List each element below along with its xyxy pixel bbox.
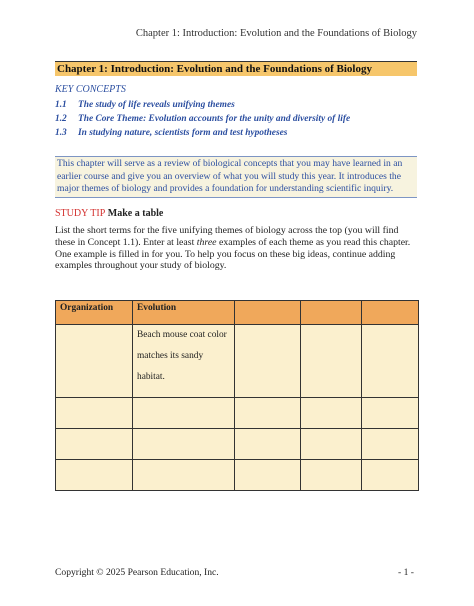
table-cell[interactable] <box>301 429 362 460</box>
column-header-organization: Organization <box>56 301 133 325</box>
table-cell[interactable] <box>56 398 133 429</box>
table-cell[interactable] <box>235 429 301 460</box>
table-cell[interactable] <box>56 325 133 398</box>
table-cell[interactable] <box>362 429 419 460</box>
concept-text: In studying nature, scientists form and test hypotheses <box>78 128 288 138</box>
table-cell[interactable] <box>235 460 301 491</box>
page-number: - 1 - <box>398 567 414 578</box>
table-cell[interactable] <box>362 460 419 491</box>
study-tip-emphasis: three <box>196 236 217 248</box>
table-cell[interactable] <box>133 429 235 460</box>
table-cell[interactable] <box>362 325 419 398</box>
study-tip-body <box>55 225 420 272</box>
concept-number: 1.3 <box>55 128 67 138</box>
table-cell[interactable] <box>235 398 301 429</box>
table-cell[interactable] <box>362 398 419 429</box>
column-header-blank <box>235 301 301 325</box>
concept-text: The Core Theme: Evolution accounts for the unity and diversity of life <box>78 114 351 124</box>
study-tip-label: STUDY TIP <box>55 208 106 219</box>
study-tip-text: List the short terms for the five unifying themes of biology across the top (you will find these in Concept 1.1). Enter at least <box>55 225 399 248</box>
running-header: Chapter 1: Introduction: Evolution and the Foundations of Biology <box>135 28 417 39</box>
column-header-blank <box>362 301 419 325</box>
table-cell[interactable] <box>56 460 133 491</box>
table-row <box>56 325 419 398</box>
key-concepts-heading: KEY CONCEPTS <box>55 84 126 95</box>
table-cell[interactable] <box>56 429 133 460</box>
example-line: Beach mouse coat color <box>137 330 227 340</box>
table-cell[interactable] <box>133 460 235 491</box>
example-line: habitat. <box>137 372 165 382</box>
table-header-row <box>56 301 419 325</box>
study-tip-text: examples of each theme as you read this chapter. One example is filled in for you. To help you focus on these big ideas, continue adding examples throughout your study of biology. <box>55 236 411 272</box>
key-concept-1-2 <box>55 114 350 124</box>
study-tip-heading <box>55 208 163 219</box>
concept-number: 1.2 <box>55 114 67 124</box>
themes-table <box>55 300 419 491</box>
concept-text: The study of life reveals unifying themes <box>78 100 235 110</box>
column-header-evolution: Evolution <box>133 301 235 325</box>
table-cell[interactable] <box>301 325 362 398</box>
table-cell[interactable] <box>301 398 362 429</box>
table-cell[interactable] <box>133 398 235 429</box>
copyright-footer: Copyright © 2025 Pearson Education, Inc. <box>55 567 219 578</box>
concept-number: 1.1 <box>55 100 67 110</box>
chapter-title: Chapter 1: Introduction: Evolution and the Foundations of Biology <box>55 61 417 76</box>
example-cell[interactable] <box>133 325 235 398</box>
table-row <box>56 429 419 460</box>
key-concept-1-3 <box>55 128 287 138</box>
key-concept-1-1 <box>55 100 235 110</box>
table-cell[interactable] <box>301 460 362 491</box>
example-line: matches its sandy <box>137 351 204 361</box>
column-header-blank <box>301 301 362 325</box>
study-tip-title: Make a table <box>107 208 164 219</box>
chapter-overview: This chapter will serve as a review of biological concepts that you may have learned in an earlier course and give you an overview of what you will study this year. It introduces the major themes of biology and provides a foundation for understanding scientific inquiry. <box>55 156 417 198</box>
table-row <box>56 398 419 429</box>
table-row <box>56 460 419 491</box>
table-cell[interactable] <box>235 325 301 398</box>
